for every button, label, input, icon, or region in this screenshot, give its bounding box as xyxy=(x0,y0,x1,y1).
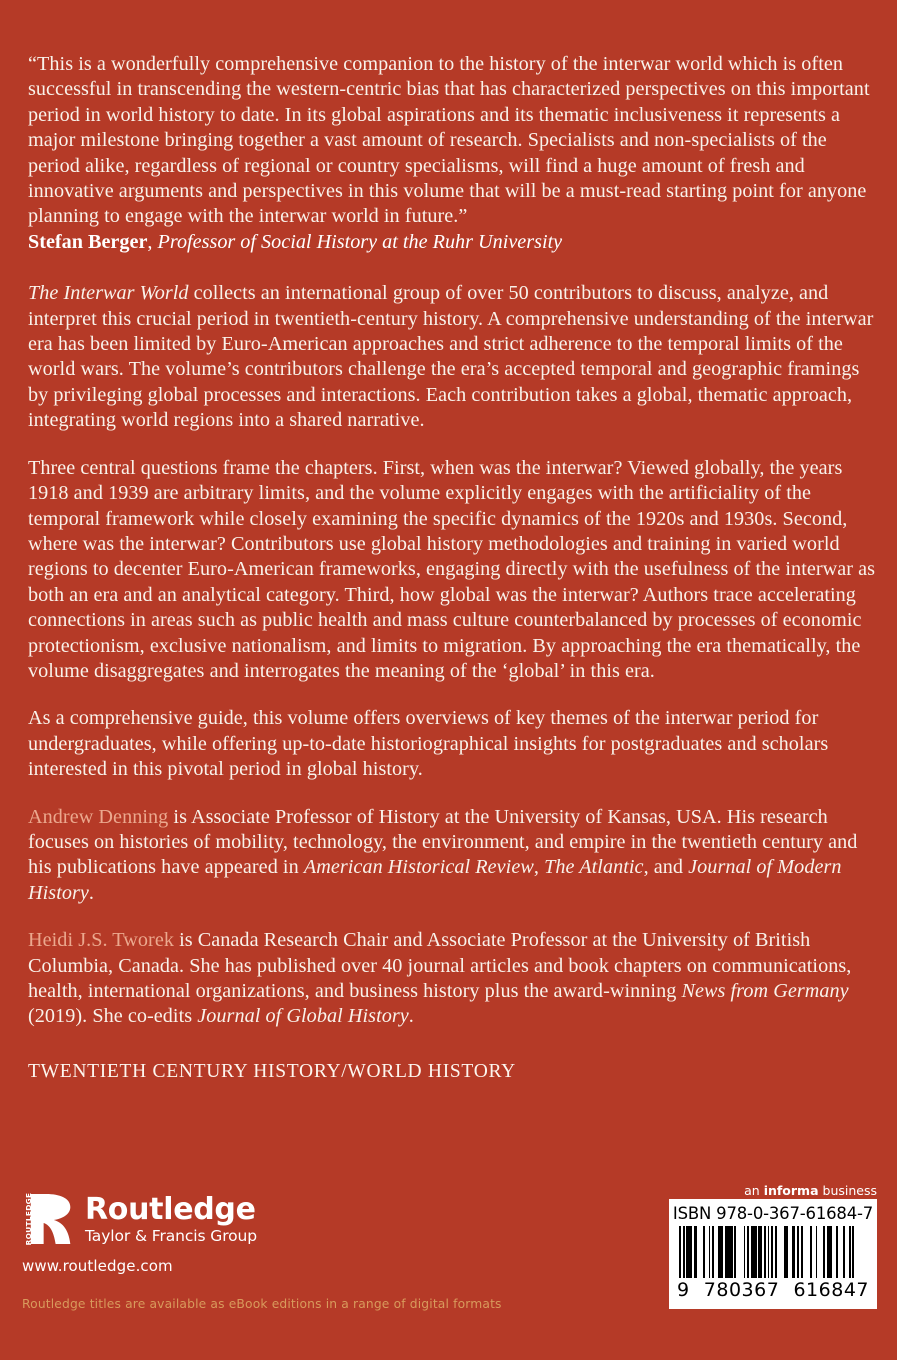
review-attribution xyxy=(28,230,876,255)
cover-text-column xyxy=(28,52,876,1084)
editor-bio-andrew-denning xyxy=(28,805,876,907)
editor-2-journal-1: Journal of Global History xyxy=(197,1005,409,1028)
ebook-availability-note: Routledge titles are available as eBook editions in a range of digital formats xyxy=(22,1297,502,1311)
informa-brand: informa xyxy=(763,1183,819,1198)
informa-prefix: an xyxy=(744,1183,764,1198)
editor-2-bio-part-3: . xyxy=(408,1005,414,1028)
editor-1-bio-part-2: , xyxy=(533,856,545,879)
reviewer-separator: , xyxy=(147,230,158,253)
reviewer-role: Professor of Social History at the Ruhr University xyxy=(157,230,563,253)
cover-footer xyxy=(0,1185,897,1360)
routledge-logo[interactable] xyxy=(22,1192,257,1246)
barcode-digit-group-1: 780367 xyxy=(703,1279,780,1301)
editor-2-book-title: News from Germany xyxy=(681,980,849,1002)
subject-category-line: TWENTIETH CENTURY HISTORY/WORLD HISTORY xyxy=(28,1060,516,1082)
barcode-digit-leading: 9 xyxy=(677,1279,690,1301)
editor-1-journal-2: The Atlantic xyxy=(544,856,644,879)
editor-1-bio-part-3: , and xyxy=(643,856,689,879)
description-paragraph-3: As a comprehensive guide, this volume offers overviews of key themes of the interwar period for undergraduates, while offering up-to-date historiographical insights for postgraduates and scholars interested in this pivotal period in global history. xyxy=(28,707,829,781)
informa-suffix: business xyxy=(818,1183,877,1198)
isbn-text: ISBN 978-0-367-61684-7 xyxy=(672,1204,874,1223)
editor-1-journal-1: American Historical Review xyxy=(303,856,534,879)
taylor-francis-group: Taylor & Francis Group xyxy=(85,1227,257,1245)
barcode-digit-group-2: 616847 xyxy=(793,1279,869,1301)
routledge-logo-wordmark xyxy=(85,1194,257,1246)
routledge-logo-icon xyxy=(22,1192,74,1246)
editor-name-heidi-tworek: Heidi J.S. Tworek xyxy=(28,929,174,952)
review-quote: “This is a wonderfully comprehensive companion to the history of the interwar world which is often successful in transcending the western-centric bias that has characterized perspectives on this important period in world history to date. In its global aspirations and its thematic inclusiveness it represents a major milestone bringing together a vast amount of research. Specialists and non-specialists of the period alike, regardless of regional or country specialisms, will find a huge amount of fresh and innovative arguments and perspectives in this volume that will be a must-read starting point for anyone planning to engage with the interwar world in future.” xyxy=(28,53,870,228)
isbn-barcode-panel xyxy=(669,1199,877,1309)
barcode-bars xyxy=(679,1226,867,1278)
editor-1-bio-part-1: is Associate Professor of History at the University of Kansas, USA. His research focuses on histories of mobility, technology, the environment, and empire in the twentieth century and his publications have appeared in xyxy=(28,805,858,879)
routledge-name: Routledge xyxy=(85,1192,256,1227)
informa-business-tagline xyxy=(744,1183,877,1198)
description-paragraph-1-rest: collects an international group of over 50 contributors to discuss, analyze, and interpret this crucial period in twentieth-century history. A comprehensive understanding of the interwar era has been limited by Euro-American approaches and strict adherence to the temporal limits of the world wars. The volume’s contributors challenge the era’s accepted temporal and geographic framings by privileging global processes and interactions. Each contribution takes a global, thematic approach, integrating world regions into a shared narrative. xyxy=(28,282,874,432)
editor-1-journal-3: Journal of Modern History xyxy=(28,856,842,904)
editor-name-andrew-denning: Andrew Denning xyxy=(28,805,169,828)
barcode-digits xyxy=(677,1279,869,1301)
svg-text:ROUTLEDGE: ROUTLEDGE xyxy=(24,1192,33,1246)
book-title-mention: The Interwar World xyxy=(28,282,189,305)
routledge-website[interactable]: www.routledge.com xyxy=(22,1257,173,1275)
reviewer-name: Stefan Berger xyxy=(28,230,148,253)
editor-1-bio-part-4: . xyxy=(88,881,95,904)
editor-2-bio-part-2: (2019). She co-edits xyxy=(28,1005,198,1028)
description-paragraph-2: Three central questions frame the chapters. First, when was the interwar? Viewed globally, the years 1918 and 1939 are arbitrary limits, and the volume explicitly engages with the artificiality of the temporal framework while closely examining the specific dynamics of the 1920s and 1930s. Second, where was the interwar? Contributors use global history methodologies and training in varied world regions to decenter Euro-American frameworks, engaging directly with the usefulness of the interwar as both an era and an analytical category. Third, how global was the interwar? Authors trace accelerating connections in areas such as public health and mass culture counterbalanced by processes of economic protectionism, exclusive nationalism, and limits to migration. By approaching the era thematically, the volume disaggregates and interrogates the meaning of the ‘global’ in this era. xyxy=(28,456,876,682)
editor-bio-heidi-tworek xyxy=(28,928,876,1030)
editor-2-bio-part-1: is Canada Research Chair and Associate Professor at the University of British Columbia, Canada. She has published over 40 journal articles and book chapters on communications, health, international organizations, and business history plus the award-winning xyxy=(28,929,852,1002)
description-paragraph-1 xyxy=(28,281,876,433)
